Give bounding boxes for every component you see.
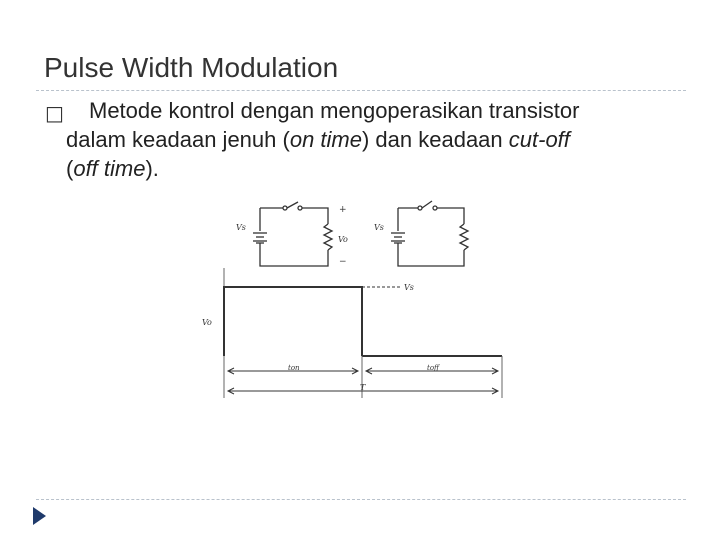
pwm-waveform xyxy=(224,268,502,398)
emphasis-off-time: off time xyxy=(73,156,146,181)
plus-label: + xyxy=(339,205,347,215)
footer-divider xyxy=(36,499,686,500)
text-span: dalam keadaan jenuh ( xyxy=(66,127,290,152)
level-label: Vs xyxy=(404,283,414,292)
text-span: ). xyxy=(145,156,159,181)
emphasis-on-time: on time xyxy=(289,127,362,152)
toff-label: toff xyxy=(427,364,439,372)
title-divider xyxy=(36,90,686,91)
source-label-right: Vs xyxy=(374,223,384,232)
text-span: ) dan keadaan xyxy=(361,127,509,152)
pwm-figure xyxy=(196,196,536,402)
bullet-marker-icon: □ xyxy=(45,101,64,125)
bullet-line-3 xyxy=(66,154,686,183)
period-label: T xyxy=(360,383,366,392)
minus-label: − xyxy=(339,257,347,267)
ton-label: ton xyxy=(288,364,300,372)
waveform-axis-label: Vo xyxy=(202,318,212,327)
source-label-left: Vs xyxy=(236,223,246,232)
circuit-right xyxy=(391,201,468,266)
bullet-text xyxy=(66,96,686,183)
bullet-line-1: Metode kontrol dengan mengoperasikan transistor xyxy=(89,98,580,123)
circuit-left xyxy=(253,202,332,266)
bullet-line-2 xyxy=(66,125,686,154)
slide-title: Pulse Width Modulation xyxy=(44,52,339,83)
output-label-left: Vo xyxy=(338,235,348,244)
triangle-right-icon[interactable] xyxy=(32,506,48,526)
emphasis-cut-off: cut-off xyxy=(508,127,570,152)
text-span: ( xyxy=(66,156,74,181)
